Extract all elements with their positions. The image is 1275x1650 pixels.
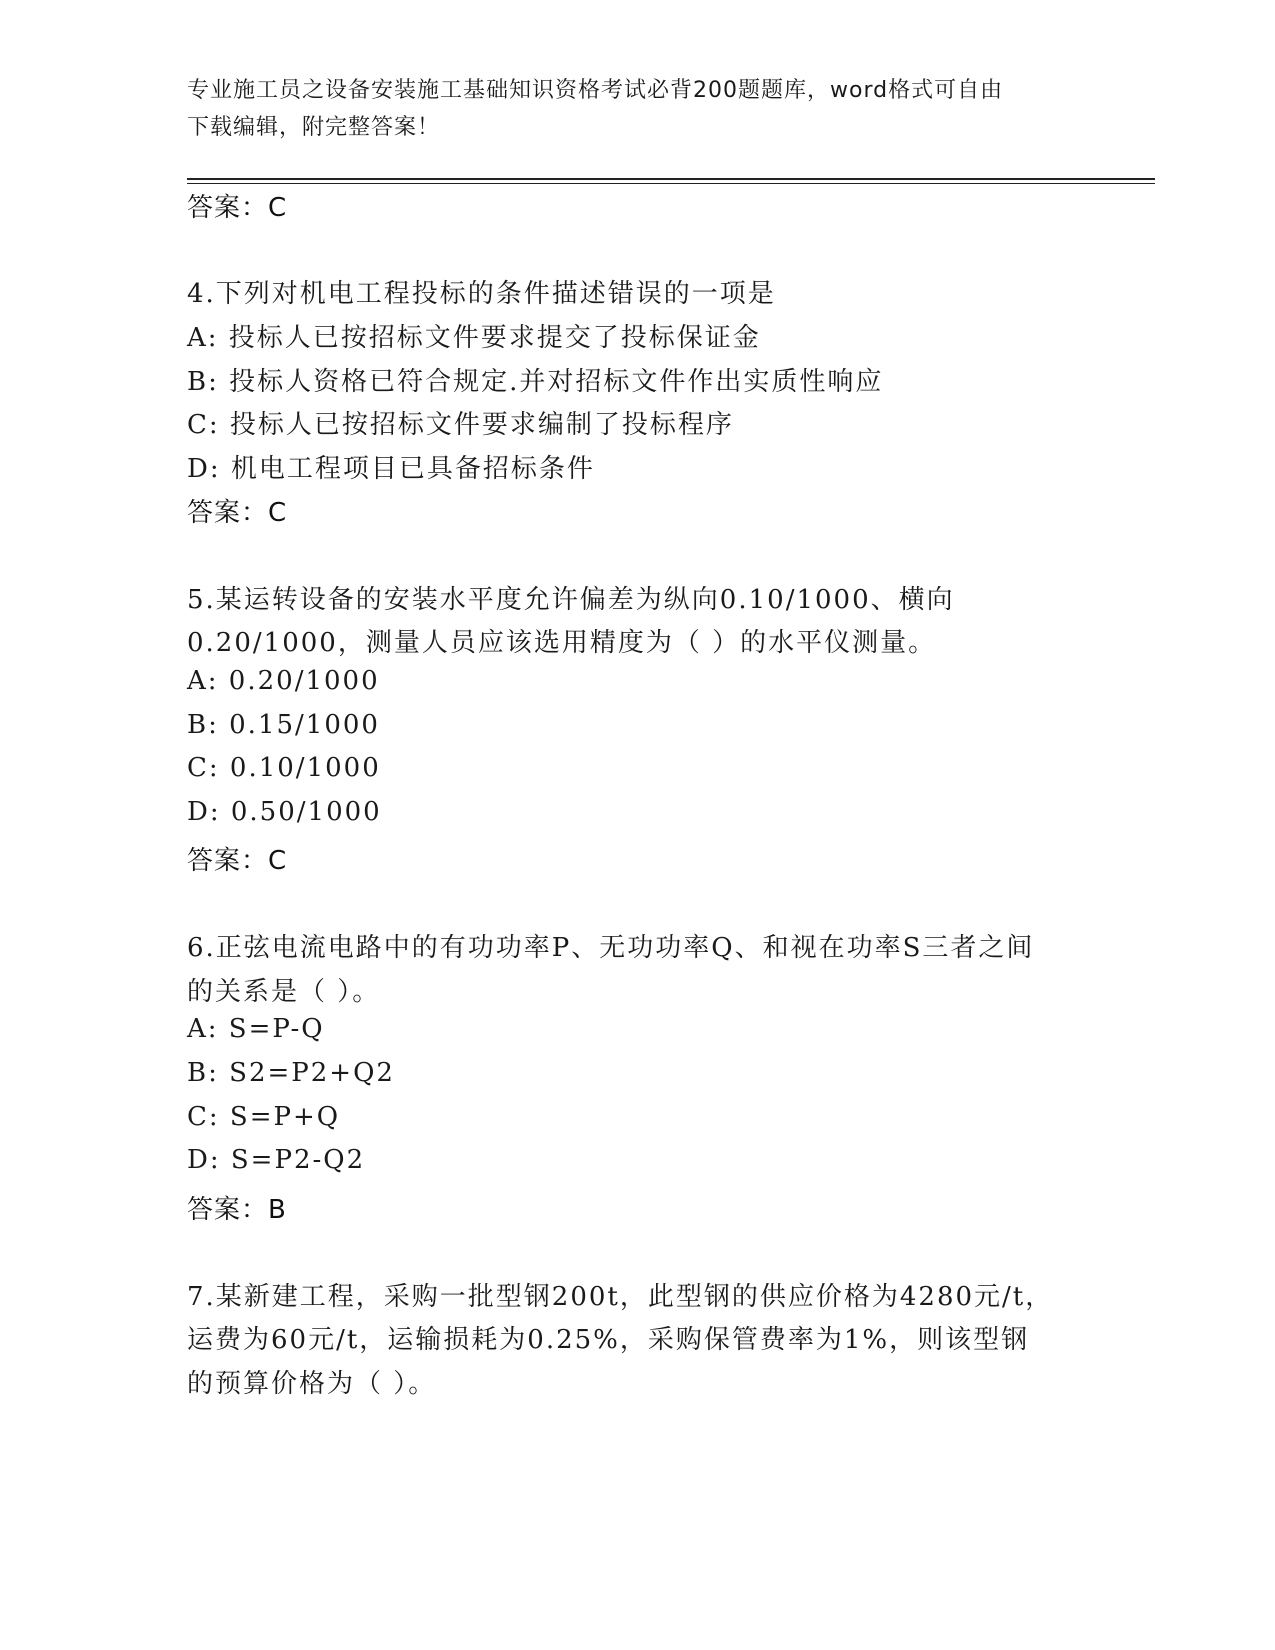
question-stem-continued: 运费为60元/t，运输损耗为0.25%，采购保管费率为1%，则该型钢 bbox=[187, 1325, 1030, 1355]
question-stem-continued: 的预算价格为（ ）。 bbox=[187, 1369, 437, 1399]
question-stem: 4.下列对机电工程投标的条件描述错误的一项是 bbox=[187, 279, 776, 309]
option-c: C: S=P+Q bbox=[187, 1102, 341, 1132]
question-stem: 6.正弦电流电路中的有功功率P、无功功率Q、和视在功率S三者之间 bbox=[187, 933, 1035, 963]
question-stem-continued: 0.20/1000，测量人员应该选用精度为（ ）的水平仪测量。 bbox=[187, 628, 937, 658]
previous-answer: 答案：C bbox=[187, 193, 288, 223]
option-a: A: S=P-Q bbox=[187, 1014, 325, 1044]
option-d: D: 0.50/1000 bbox=[187, 797, 382, 827]
header-rule-thin bbox=[187, 183, 1155, 184]
option-d: D: 机电工程项目已具备招标条件 bbox=[187, 454, 595, 484]
answer: 答案：C bbox=[187, 498, 288, 528]
question-stem: 7.某新建工程，采购一批型钢200t，此型钢的供应价格为4280元/t， bbox=[187, 1282, 1054, 1312]
question-stem: 5.某运转设备的安装水平度允许偏差为纵向0.10/1000、横向 bbox=[187, 585, 955, 615]
answer: 答案：C bbox=[187, 846, 288, 876]
option-a: A: 投标人已按招标文件要求提交了投标保证金 bbox=[187, 323, 761, 353]
option-b: B: 0.15/1000 bbox=[187, 710, 380, 740]
option-b: B: 投标人资格已符合规定.并对招标文件作出实质性响应 bbox=[187, 367, 884, 397]
option-b: B: S2=P2+Q2 bbox=[187, 1058, 395, 1088]
question-stem-continued: 的关系是（ ）。 bbox=[187, 977, 381, 1007]
header-line-2: 下载编辑，附完整答案！ bbox=[187, 115, 441, 140]
option-c: C: 0.10/1000 bbox=[187, 753, 381, 783]
answer: 答案：B bbox=[187, 1195, 287, 1225]
option-c: C: 投标人已按招标文件要求编制了投标程序 bbox=[187, 410, 734, 440]
page-header bbox=[187, 72, 1067, 146]
header-rule-thick bbox=[187, 178, 1155, 180]
option-d: D: S=P2-Q2 bbox=[187, 1145, 366, 1175]
option-a: A: 0.20/1000 bbox=[187, 666, 380, 696]
header-line-1: 专业施工员之设备安装施工基础知识资格考试必背200题题库，word格式可自由 bbox=[187, 78, 1004, 103]
